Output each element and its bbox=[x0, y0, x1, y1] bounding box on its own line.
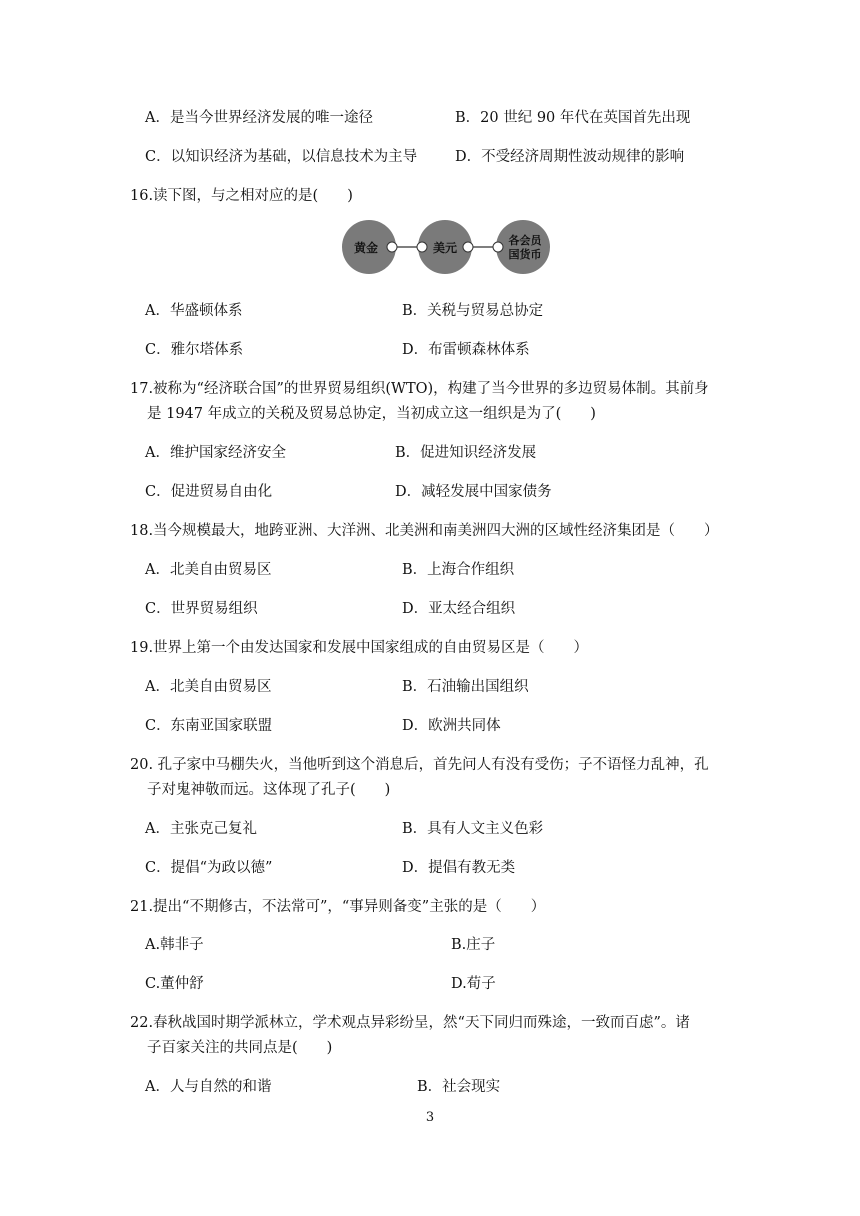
q17-option-a: A．维护国家经济安全 bbox=[145, 445, 286, 461]
q22-stem-line1: 22.春秋战国时期学派林立，学术观点异彩纷呈，然“天下同归而殊途，一致而百虑”。诸 bbox=[130, 1015, 690, 1031]
node-member-currencies bbox=[496, 220, 550, 274]
q17-option-d: D．减轻发展中国家债务 bbox=[395, 484, 552, 500]
currency-peg-diagram bbox=[340, 218, 554, 276]
node-usd-label: 美元 bbox=[432, 241, 458, 255]
q17-stem-line1: 17.被称为“经济联合国”的世界贸易组织(WTO)，构建了当今世界的多边贸易体制。其前身 bbox=[130, 381, 709, 397]
q22-option-a: A．人与自然的和谐 bbox=[145, 1079, 272, 1095]
q16-option-d: D．布雷顿森林体系 bbox=[402, 342, 530, 358]
q21-option-b: B.庄子 bbox=[451, 937, 496, 953]
q20-option-a: A．主张克己复礼 bbox=[145, 821, 257, 837]
q20-option-c: C．提倡“为政以德” bbox=[145, 860, 273, 876]
q18-option-b: B．上海合作组织 bbox=[402, 562, 515, 578]
q22-stem-line2: 子百家关注的共同点是( ) bbox=[147, 1040, 333, 1056]
q17-option-b: B．促进知识经济发展 bbox=[395, 445, 537, 461]
q19-option-d: D．欧洲共同体 bbox=[402, 718, 501, 734]
q18-option-c: C．世界贸易组织 bbox=[145, 601, 258, 617]
q21-option-c: C.董仲舒 bbox=[145, 976, 204, 992]
node-gold-label: 黄金 bbox=[353, 241, 379, 255]
hook-4 bbox=[493, 242, 503, 252]
q19-stem: 19.世界上第一个由发达国家和发展中国家组成的自由贸易区是（ ） bbox=[130, 640, 589, 656]
q19-option-b: B．石油输出国组织 bbox=[402, 679, 529, 695]
hook-3 bbox=[463, 242, 473, 252]
q18-stem: 18.当今规模最大，地跨亚洲、大洋洲、北美洲和南美洲四大洲的区域性经济集团是（ ） bbox=[130, 523, 719, 539]
q21-stem: 21.提出“不期修古，不法常可”，“事异则备变”主张的是（ ） bbox=[130, 899, 546, 915]
q16-option-c: C．雅尔塔体系 bbox=[145, 342, 244, 358]
q17-stem-line2: 是 1947 年成立的关税及贸易总协定，当初成立这一组织是为了( ) bbox=[147, 406, 596, 422]
hook-2 bbox=[417, 242, 427, 252]
page-number: 3 bbox=[425, 1110, 435, 1125]
q15-option-d: D．不受经济周期性波动规律的影响 bbox=[455, 149, 685, 165]
hook-1 bbox=[387, 242, 397, 252]
q16-option-b: B．关税与贸易总协定 bbox=[402, 303, 544, 319]
q18-option-a: A．北美自由贸易区 bbox=[145, 562, 272, 578]
q18-option-d: D．亚太经合组织 bbox=[402, 601, 516, 617]
node-member-label-2: 国货币 bbox=[508, 248, 542, 261]
q19-option-a: A．北美自由贸易区 bbox=[145, 679, 272, 695]
q17-option-c: C．促进贸易自由化 bbox=[145, 484, 273, 500]
q20-option-b: B．具有人文主义色彩 bbox=[402, 821, 544, 837]
node-member-label-1: 各会员 bbox=[508, 234, 542, 247]
q16-option-a: A．华盛顿体系 bbox=[145, 303, 243, 319]
q21-option-a: A.韩非子 bbox=[145, 937, 204, 953]
q15-option-c: C．以知识经济为基础，以信息技术为主导 bbox=[145, 149, 418, 165]
q15-option-a: A．是当今世界经济发展的唯一途径 bbox=[145, 110, 373, 126]
q20-stem-line2: 子对鬼神敬而远。这体现了孔子( ) bbox=[147, 782, 391, 798]
q20-option-d: D．提倡有教无类 bbox=[402, 860, 516, 876]
q16-stem: 16.读下图，与之相对应的是( ) bbox=[130, 188, 353, 204]
q21-option-d: D.荀子 bbox=[451, 976, 496, 992]
q22-option-b: B．社会现实 bbox=[417, 1079, 501, 1095]
q19-option-c: C．东南亚国家联盟 bbox=[145, 718, 273, 734]
q15-option-b: B．20 世纪 90 年代在英国首先出现 bbox=[455, 110, 691, 126]
q20-stem-line1: 20. 孔子家中马棚失火，当他听到这个消息后，首先问人有没有受伤；子不语怪力乱神，孔 bbox=[130, 757, 709, 773]
